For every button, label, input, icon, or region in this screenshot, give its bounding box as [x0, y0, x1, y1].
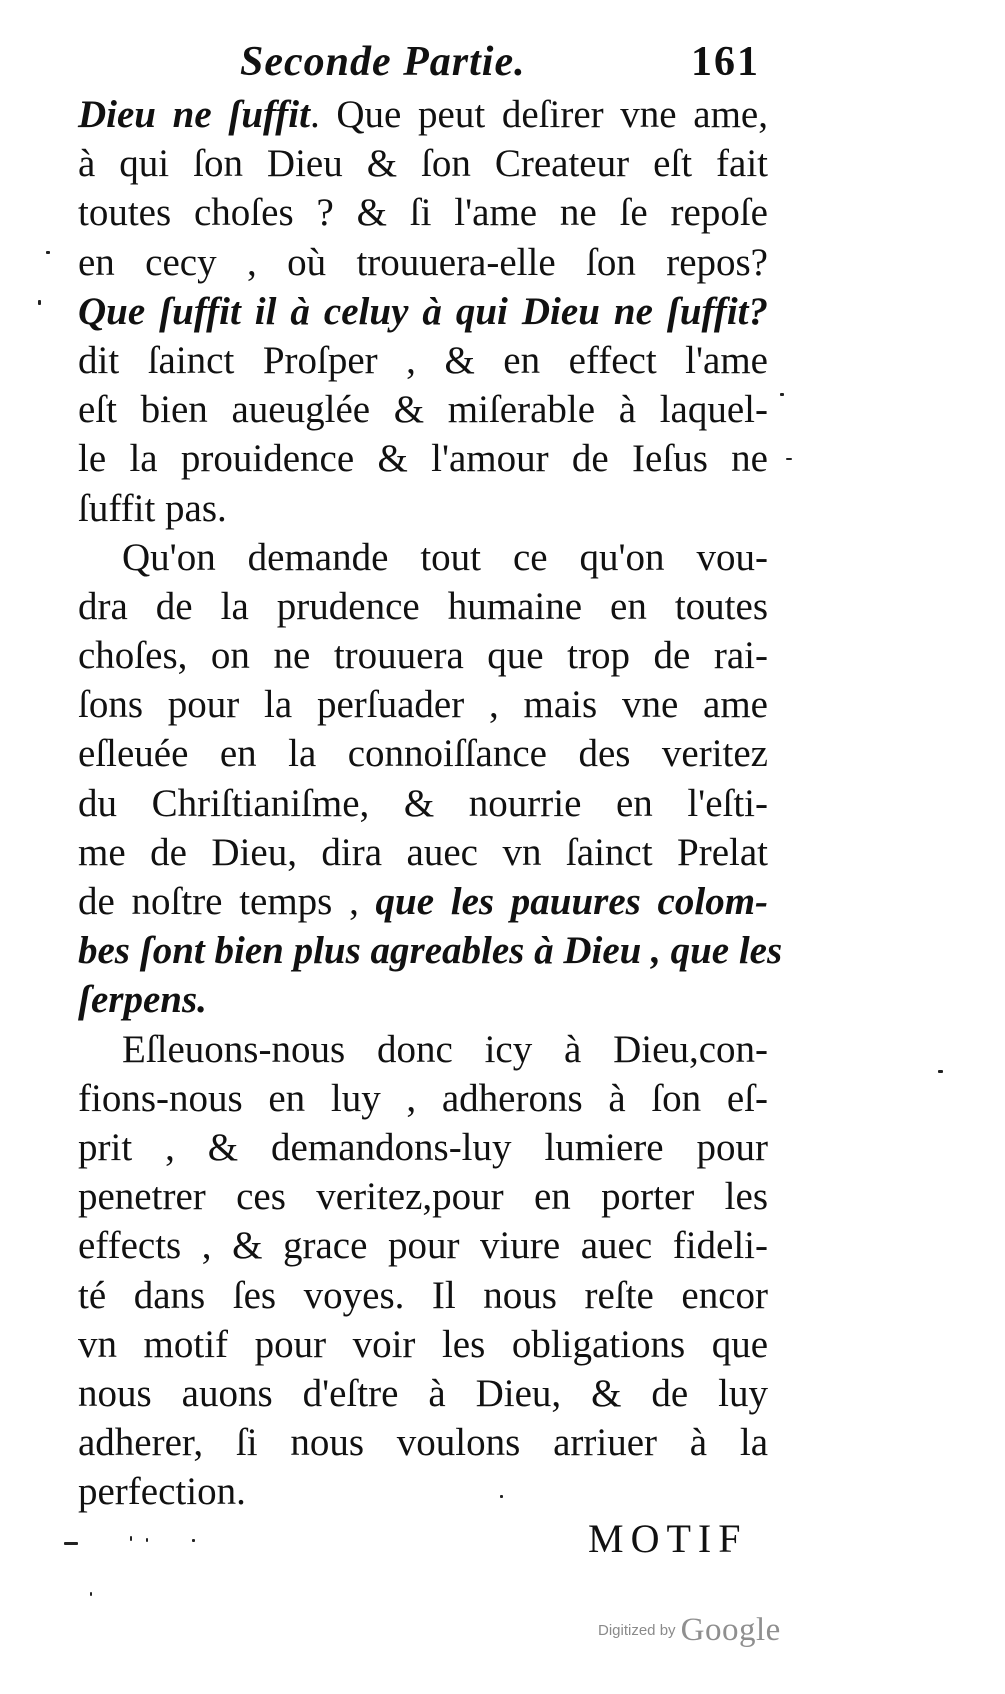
scan-speck — [786, 458, 792, 460]
scan-speck — [938, 1070, 943, 1073]
text-line: eſt bien aueuglée & miſerable à laquel- — [78, 388, 768, 432]
catchword: MOTIF — [588, 1516, 748, 1561]
text-line-italic: ſerpens. — [78, 978, 207, 1022]
text-line: ſuffit pas. — [78, 486, 227, 530]
text-line: ſons pour la perſuader , mais vne ame — [78, 683, 768, 727]
scan-speck — [500, 1495, 503, 1498]
scan-speck — [64, 1542, 78, 1545]
text-line: choſes, on ne trouuera que trop de rai- — [78, 634, 768, 678]
text-line: toutes choſes ? & ſi l'ame ne ſe repoſe — [78, 191, 768, 235]
text-line-italic: Que ſuffit il à celuy à qui Dieu ne ſuffit? — [78, 289, 768, 333]
scan-speck — [90, 1592, 92, 1596]
text-line: du Chriſtianiſme, & nourrie en l'eſti- — [78, 781, 768, 825]
text-line: prit , & demandons-luy lumiere pour — [78, 1125, 768, 1169]
scan-speck — [46, 251, 50, 254]
text-line: me de Dieu, dira auec vn ſainct Prelat — [78, 830, 768, 874]
text-line — [78, 90, 768, 139]
scan-speck — [130, 1536, 132, 1541]
italic-phrase: Dieu ne ſuffit — [78, 93, 310, 136]
text-line: Qu'on demande tout ce qu'on vou- — [122, 535, 768, 579]
text-line: le la prouidence & l'amour de Ieſus ne — [78, 437, 768, 481]
text-line: vn motif pour voir les obligations que — [78, 1322, 768, 1366]
text-line: nous auons d'eſtre à Dieu, & de luy — [78, 1371, 768, 1415]
text-line: penetrer ces veritez,pour en porter les — [78, 1175, 768, 1219]
scan-speck — [38, 300, 41, 305]
text-line: fions-nous en luy , adherons à ſon eſ- — [78, 1076, 768, 1120]
digitized-by-label: Digitized by — [598, 1622, 676, 1639]
running-head — [240, 38, 760, 88]
text-line: dit ſainct Proſper , & en effect l'ame — [78, 338, 768, 382]
running-title: Seconde Partie. — [240, 39, 526, 85]
text-line: dra de la prudence humaine en toutes — [78, 584, 768, 628]
text-line: perfection. — [78, 1470, 246, 1514]
text-line: effects , & grace pour viure auec fideli- — [78, 1224, 768, 1268]
text-line: té dans ſes voyes. Il nous reſte encor — [78, 1273, 768, 1317]
body-text — [78, 90, 783, 1516]
text-run: de noſtre temps , — [78, 880, 359, 923]
text-line: eſleuée en la connoiſſance des veritez — [78, 732, 768, 776]
digitized-watermark — [598, 1612, 781, 1652]
text-line-italic: bes ſont bien plus agreables à Dieu , que les — [78, 929, 783, 973]
text-run: . Que peut deſirer vne ame, — [309, 93, 768, 136]
text-line: à qui ſon Dieu & ſon Createur eſt fait — [78, 142, 768, 186]
scan-speck — [192, 1539, 195, 1542]
google-logo: Google — [680, 1612, 781, 1648]
italic-phrase: que les pauures colom- — [375, 880, 769, 923]
text-line: en cecy , où trouuera-elle ſon repos? — [78, 240, 768, 284]
text-line — [78, 877, 768, 926]
scan-speck — [780, 393, 784, 396]
scan-speck — [146, 1538, 148, 1542]
text-line: adherer, ſi nous voulons arriuer à la — [78, 1421, 768, 1465]
text-line: Eſleuons-nous donc icy à Dieu,con- — [122, 1027, 768, 1071]
page-number: 161 — [691, 39, 760, 85]
